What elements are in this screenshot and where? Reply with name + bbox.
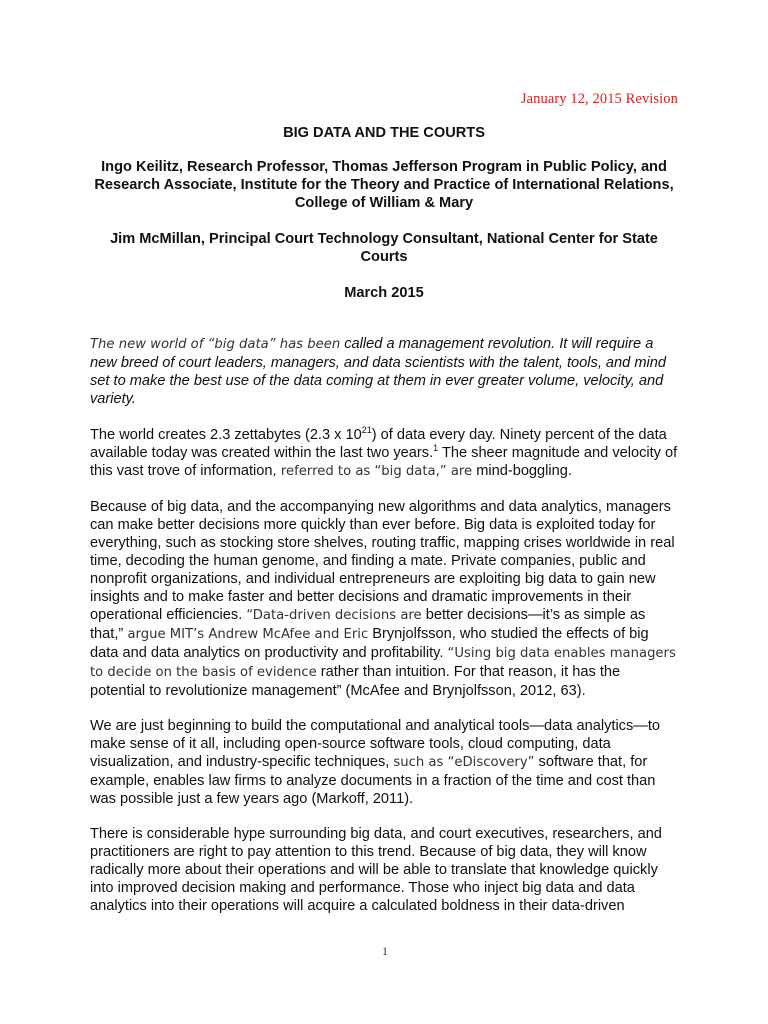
- p2-light-text-2: argue MIT’s Andrew McAfee and Eric: [123, 627, 369, 642]
- p2-text-c: Brynjolfsson, who studied the effects of big data and data analytics on productivity and profitability.: [90, 626, 649, 661]
- p3-light-text: such as “eDiscovery”: [393, 755, 535, 770]
- paragraph-1: [90, 426, 678, 481]
- p2-light-text-1: “Data-driven decisions are: [246, 608, 422, 623]
- author-2: Jim McMillan, Principal Court Technology Consultant, National Center for State Courts: [110, 231, 658, 265]
- paragraph-3: [90, 717, 678, 808]
- p1-text-a: The world creates 2.3 zettabytes (2.3 x 10: [90, 427, 362, 443]
- p2-text-a: Because of big data, and the accompanying new algorithms and data analytics, managers can make better decisions more quickly than ever before. Big data is exploited today for everything, such as stocking store shelves, routing traffic, mapping crises worldwide in real time, decoding the human genome, and finding a mate. Private companies, public and nonprofit organizations, and individual entrepreneurs are exploiting big data to gain new insights and to make faster and better decisions and dramatic improvements in their operational efficiencies.: [90, 499, 675, 623]
- p1-text-d: mind-boggling.: [472, 463, 572, 479]
- p3-text-a: We are just beginning to build the computational and analytical tools—data analytics—to make sense of it all, including open-source software tools, cloud computing, data visualization, and industry-specific techniques,: [90, 718, 661, 770]
- p2-light-text-3: “Using big data enables managers to decide on the basis of evidence: [90, 646, 676, 680]
- abstract-main-text: called a management revolution. It will require a new breed of court leaders, managers, and data scientists with the talent, tools, and mind set to make the best use of the data coming at them in ever greater volume, velocity, and variety.: [90, 336, 666, 407]
- paragraph-4: [90, 825, 678, 915]
- document-title: BIG DATA AND THE COURTS: [283, 125, 485, 141]
- p2-text-b: better decisions—it’s as simple as that,”: [90, 607, 646, 642]
- page-number: 1: [382, 944, 388, 958]
- document-date: March 2015: [344, 285, 424, 301]
- footnote-marker[interactable]: 1: [433, 443, 439, 454]
- p1-text-b: ) of data every day. Ninety percent of the data available today was created within the last two years.: [90, 427, 667, 461]
- paragraph-2: [90, 498, 678, 700]
- p2-text-d: rather than intuition. For that reason, it has the potential to revolutionize management” (McAfee and Brynjolfsson, 2012, 63).: [90, 664, 621, 699]
- abstract-light-text: The new world of “big data” has been: [90, 337, 341, 352]
- document-body: [90, 124, 678, 932]
- p4-text-a: There is considerable hype surrounding big data, and court executives, researchers, and practitioners are right to pay attention to this trend. Because of big data, they will know radically more about their operations and will be able to translate that knowledge quickly into improved decision making and performance. Those who inject big data and data analytics into their operations will acquire a calculated boldness in their data-driven: [90, 826, 662, 914]
- p1-text-c: The sheer magnitude and velocity of this vast trove of information: [90, 445, 678, 479]
- superscript-exponent: 21: [361, 425, 372, 436]
- author-1: Ingo Keilitz, Research Professor, Thomas Jefferson Program in Public Policy, and Research Associate, Institute for the Theory and Practice of International Relations, College of William & Mary: [94, 159, 674, 211]
- p1-light-text: , referred to as “big data,” are: [272, 464, 473, 479]
- revision-note: January 12, 2015 Revision: [520, 91, 678, 107]
- p3-text-b: software that, for example, enables law firms to analyze documents in a fraction of the time and cost than was possible just a few years ago (Markoff, 2011).: [90, 754, 656, 807]
- abstract-paragraph: [90, 335, 678, 408]
